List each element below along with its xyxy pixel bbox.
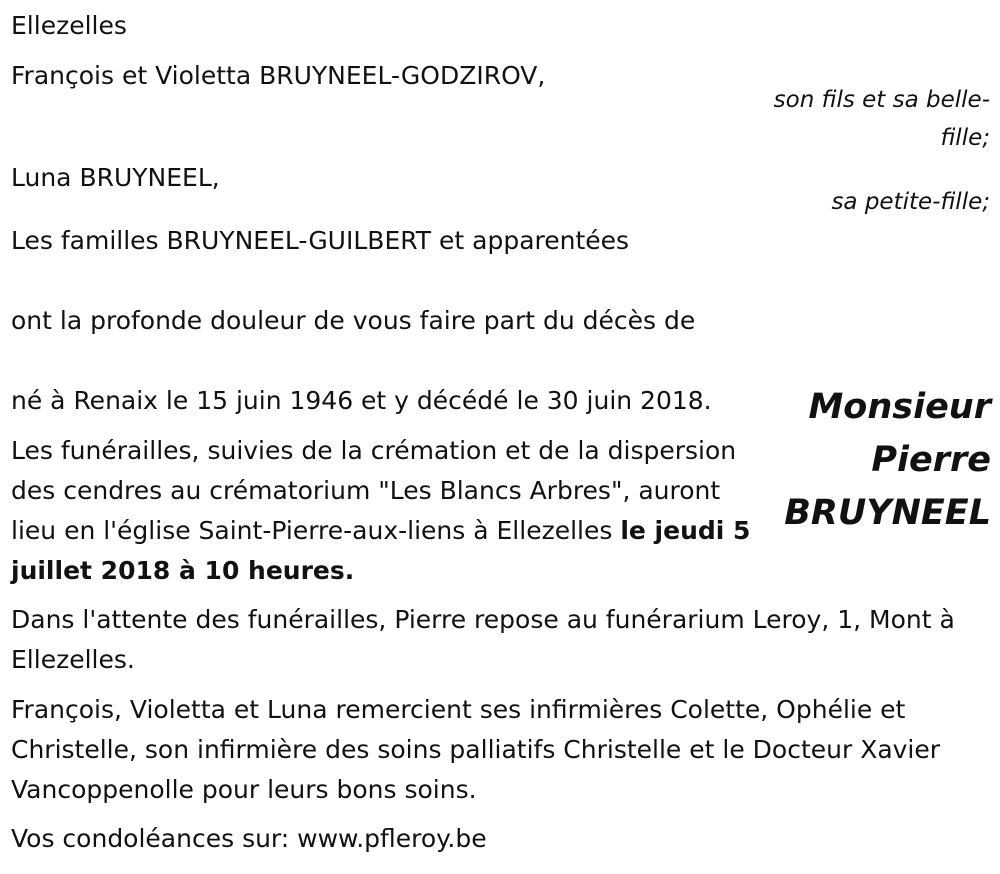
funeral-paragraph <box>11 431 751 591</box>
deceased-first-name: Pierre <box>871 440 991 480</box>
family-line-others: Les familles BRUYNEEL-GUILBERT et apparentées <box>11 226 630 255</box>
relation-granddaughter: sa petite-fille; <box>831 189 990 215</box>
family-line-granddaughter: Luna BRUYNEEL, <box>11 163 220 192</box>
family-line-son: François et Violetta BRUYNEEL-GODZIROV, <box>11 61 546 90</box>
birth-death-line: né à Renaix le 15 juin 1946 et y décédé le 30 juin 2018. <box>11 386 712 415</box>
relation-son: son fils et sa belle-fille; <box>773 87 990 151</box>
condolences-line: Vos condoléances sur: www.pfleroy.be <box>11 824 487 853</box>
announcement-line: ont la profonde douleur de vous faire part du décès de <box>11 306 696 335</box>
thanks-paragraph: François, Violetta et Luna remercient ses infirmières Colette, Ophélie et Christelle, son infirmière des soins palliatifs Christelle et le Docteur Xavier Vancoppenolle pour leurs bons soins. <box>11 695 941 804</box>
funeral-date: le jeudi 5 juillet 2018 à 10 heures. <box>11 516 751 585</box>
place-line: Ellezelles <box>11 11 127 40</box>
deceased-last-name: BRUYNEEL <box>784 493 991 533</box>
deceased-name <box>761 381 991 540</box>
deceased-title: Monsieur <box>808 387 991 427</box>
funeral-text: Les funérailles, suivies de la crémation et de la dispersion des cendres au crématorium "Les Blancs Arbres", auront lieu en l'église Saint-Pierre-aux-liens à Ellezelles <box>11 436 737 545</box>
rest-paragraph: Dans l'attente des funérailles, Pierre repose au funérarium Leroy, 1, Mont à Ellezelles. <box>11 605 955 674</box>
